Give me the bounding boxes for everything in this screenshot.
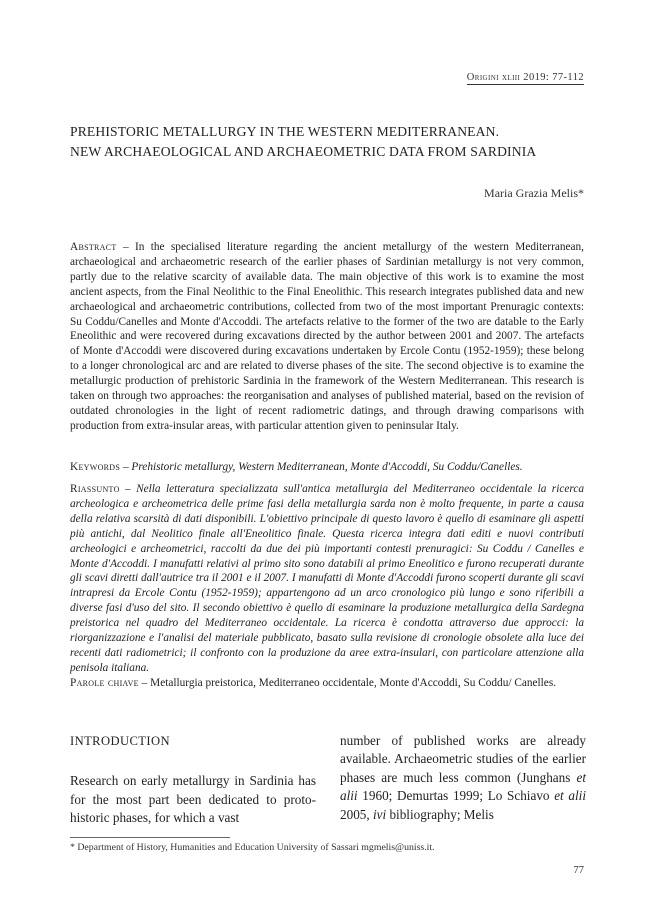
- keywords-paragraph: Keywords – Prehistoric metallurgy, Western Mediterranean, Monte d'Accoddi, Su Coddu/Canelles.: [70, 461, 523, 473]
- riassunto-text: Nella letteratura specializzata sull'antica metallurgia del Mediterraneo occidentale la ricerca archeologica e archeometrica delle prime fasi della metallurgia sarda non è molto frequente, in parte a causa della relativa scarsità di dati disponibili. L'obiettivo principale di questo lavoro è quello di esaminare gli aspetti più antichi, dal Neolitico finale all'Eneolitico finale. Questa ricerca integra dati editi e nuovi contributi archeologici e archeometrici, raccolti da due dei più importanti contesti prenuragici: Su Coddu / Canelles e Monte d'Accoddi. I manufatti relativi al primo sito sono databili al primo Eneolitico e furono recuperati durante gli scavi diretti dall'autrice tra il 2001 e il 2007. I manufatti di Monte d'Accoddi furono scoperti durante gli scavi intrapresi da Ercole Contu (1952-1959); appartengono ad un arco cronologico più lungo e sono riferibili a diverse fasi d'uso del sito. Il secondo obiettivo è quello di esaminare la produzione metallurgica della Sardegna preistorica nel quadro del Mediterraneo occidentale. La ricerca è condotta attraverso due approcci: la riorganizzazione e l'analisi del materiale pubblicato, basato sulla revisione di cronologie obsolete alla luce dei recenti dati radiometrici; il confronto con la produzione da aree extra-insulari, con particolare attenzione alla penisola italiana.: [70, 483, 585, 674]
- keywords-text: Prehistoric metallurgy, Western Mediterranean, Monte d'Accoddi, Su Coddu/Canelles.: [131, 461, 523, 473]
- parole-chiave-paragraph: [70, 676, 584, 691]
- footnote: * Department of History, Humanities and Education University of Sassari mgmelis@uniss.it.: [70, 842, 435, 853]
- body-text-right-4: bibliography; Melis: [386, 806, 494, 822]
- riassunto-paragraph: Riassunto – Nella letteratura specializzata sull'antica metallurgia del Mediterraneo occidentale la ricerca archeologica e archeometrica delle prime fasi della metallurgia sarda non è molto frequente, in parte a causa della relativa scarsità di dati disponibili. L'obiettivo principale di questo lavoro è quello di esaminare gli aspetti più antichi, dal Neolitico finale all'Eneolitico finale. Questa ricerca integra dati editi e nuovi contributi archeologici e archeometrici, raccolti da due dei più importanti contesti prenuragici: Su Coddu / Canelles e Monte d'Accoddi. I manufatti relativi al primo sito sono databili al primo Eneolitico e furono recuperati durante gli scavi diretti dall'autrice tra il 2001 e il 2007. I manufatti di Monte d'Accoddi furono scoperti durante gli scavi intrapresi da Ercole Contu (1952-1959); appartengono ad un arco cronologico più lungo e sono riferibili a diverse fasi d'uso del sito. Il secondo obiettivo è quello di esaminare la produzione metallurgica della Sardegna preistorica nel quadro del Mediterraneo occidentale. La ricerca è condotta attraverso due approcci: la riorganizzazione e l'analisi del materiale pubblicato, basato sulla revisione di cronologie obsolete alla luce dei recenti dati radiometrici; il confronto con la produzione da aree extra-insulari, con particolare attenzione alla penisola italiana.: [70, 483, 585, 674]
- body-text-right-2: 1960; Demurtas 1999; Lo Schiavo: [357, 788, 555, 804]
- body-italic-1: et alii: [340, 769, 586, 804]
- body-column-left: [70, 732, 316, 828]
- title-line-1: PREHISTORIC METALLURGY IN THE WESTERN MEDITERRANEAN.: [70, 124, 500, 139]
- running-head: Origini xliii 2019: 77-112: [466, 72, 584, 83]
- body-text-left: Research on early metallurgy in Sardinia has for the most part been dedicated to proto-historic phases, for which a vast: [70, 773, 316, 826]
- abstract-text: – In the specialised literature regarding the ancient metallurgy of the western Mediterranean, archaeological and archaeometric research of the earlier phases of Sardinian metallurgy is not very common, partly due to the relative scarcity of available data. The main objective of this work is to examine the most ancient aspects, from the Final Neolithic to the Final Eneolithic. This research integrates published data and new archaeological and archaeometric contributions, collected from two of the most important Prenuragic contexts: Su Coddu/Canelles and Monte d'Accoddi. The artefacts relative to the former of the two are datable to the Early Eneolithic and were recovered during excavations directed by the author between 2001 and 2007. The artefacts of Monte d'Accoddi were discovered during excavations undertaken by Ercole Contu (1952-1959); these belong to a longer chronological arc and are related to diverse phases of the site. The second objective is to examine the metallurgic production of prehistoric Sardinia in the framework of the Western Mediterranean. This research is taken on through two approaches: the reorganisation and analyses of published material, based on the revision of outdated chronologies in the light of recent radiometric datings, and through drawing comparisons with production from extra-insular areas, with particular attention given to peninsular Italy.: [70, 241, 584, 432]
- body-text-right-3: 2005,: [340, 806, 373, 822]
- riassunto-label: Riassunto: [70, 483, 120, 495]
- body-column-right: [340, 732, 586, 824]
- footnote-rule: [70, 837, 230, 838]
- article-title: [70, 122, 590, 162]
- keywords-label: Keywords: [70, 461, 121, 473]
- body-italic-3: ivi: [372, 806, 387, 822]
- author-name: Maria Grazia Melis*: [484, 186, 584, 200]
- section-heading: INTRODUCTION: [70, 734, 170, 748]
- title-line-2: NEW ARCHAEOLOGICAL AND ARCHAEOMETRIC DATA FROM SARDINIA: [70, 144, 537, 159]
- abstract-label: Abstract: [70, 241, 117, 253]
- body-text-right-1: number of published works are already available. Archaeometric studies of the earlier phases are much less common (Junghans: [340, 733, 586, 785]
- parole-chiave-text: – Metallurgia preistorica, Mediterraneo occidentale, Monte d'Accoddi, Su Coddu/ Canelles.: [138, 677, 557, 689]
- abstract-paragraph: [70, 240, 584, 434]
- body-italic-2: et alii: [554, 788, 586, 804]
- page-number: 77: [573, 865, 584, 876]
- parole-chiave-label: Parole chiave: [70, 677, 139, 689]
